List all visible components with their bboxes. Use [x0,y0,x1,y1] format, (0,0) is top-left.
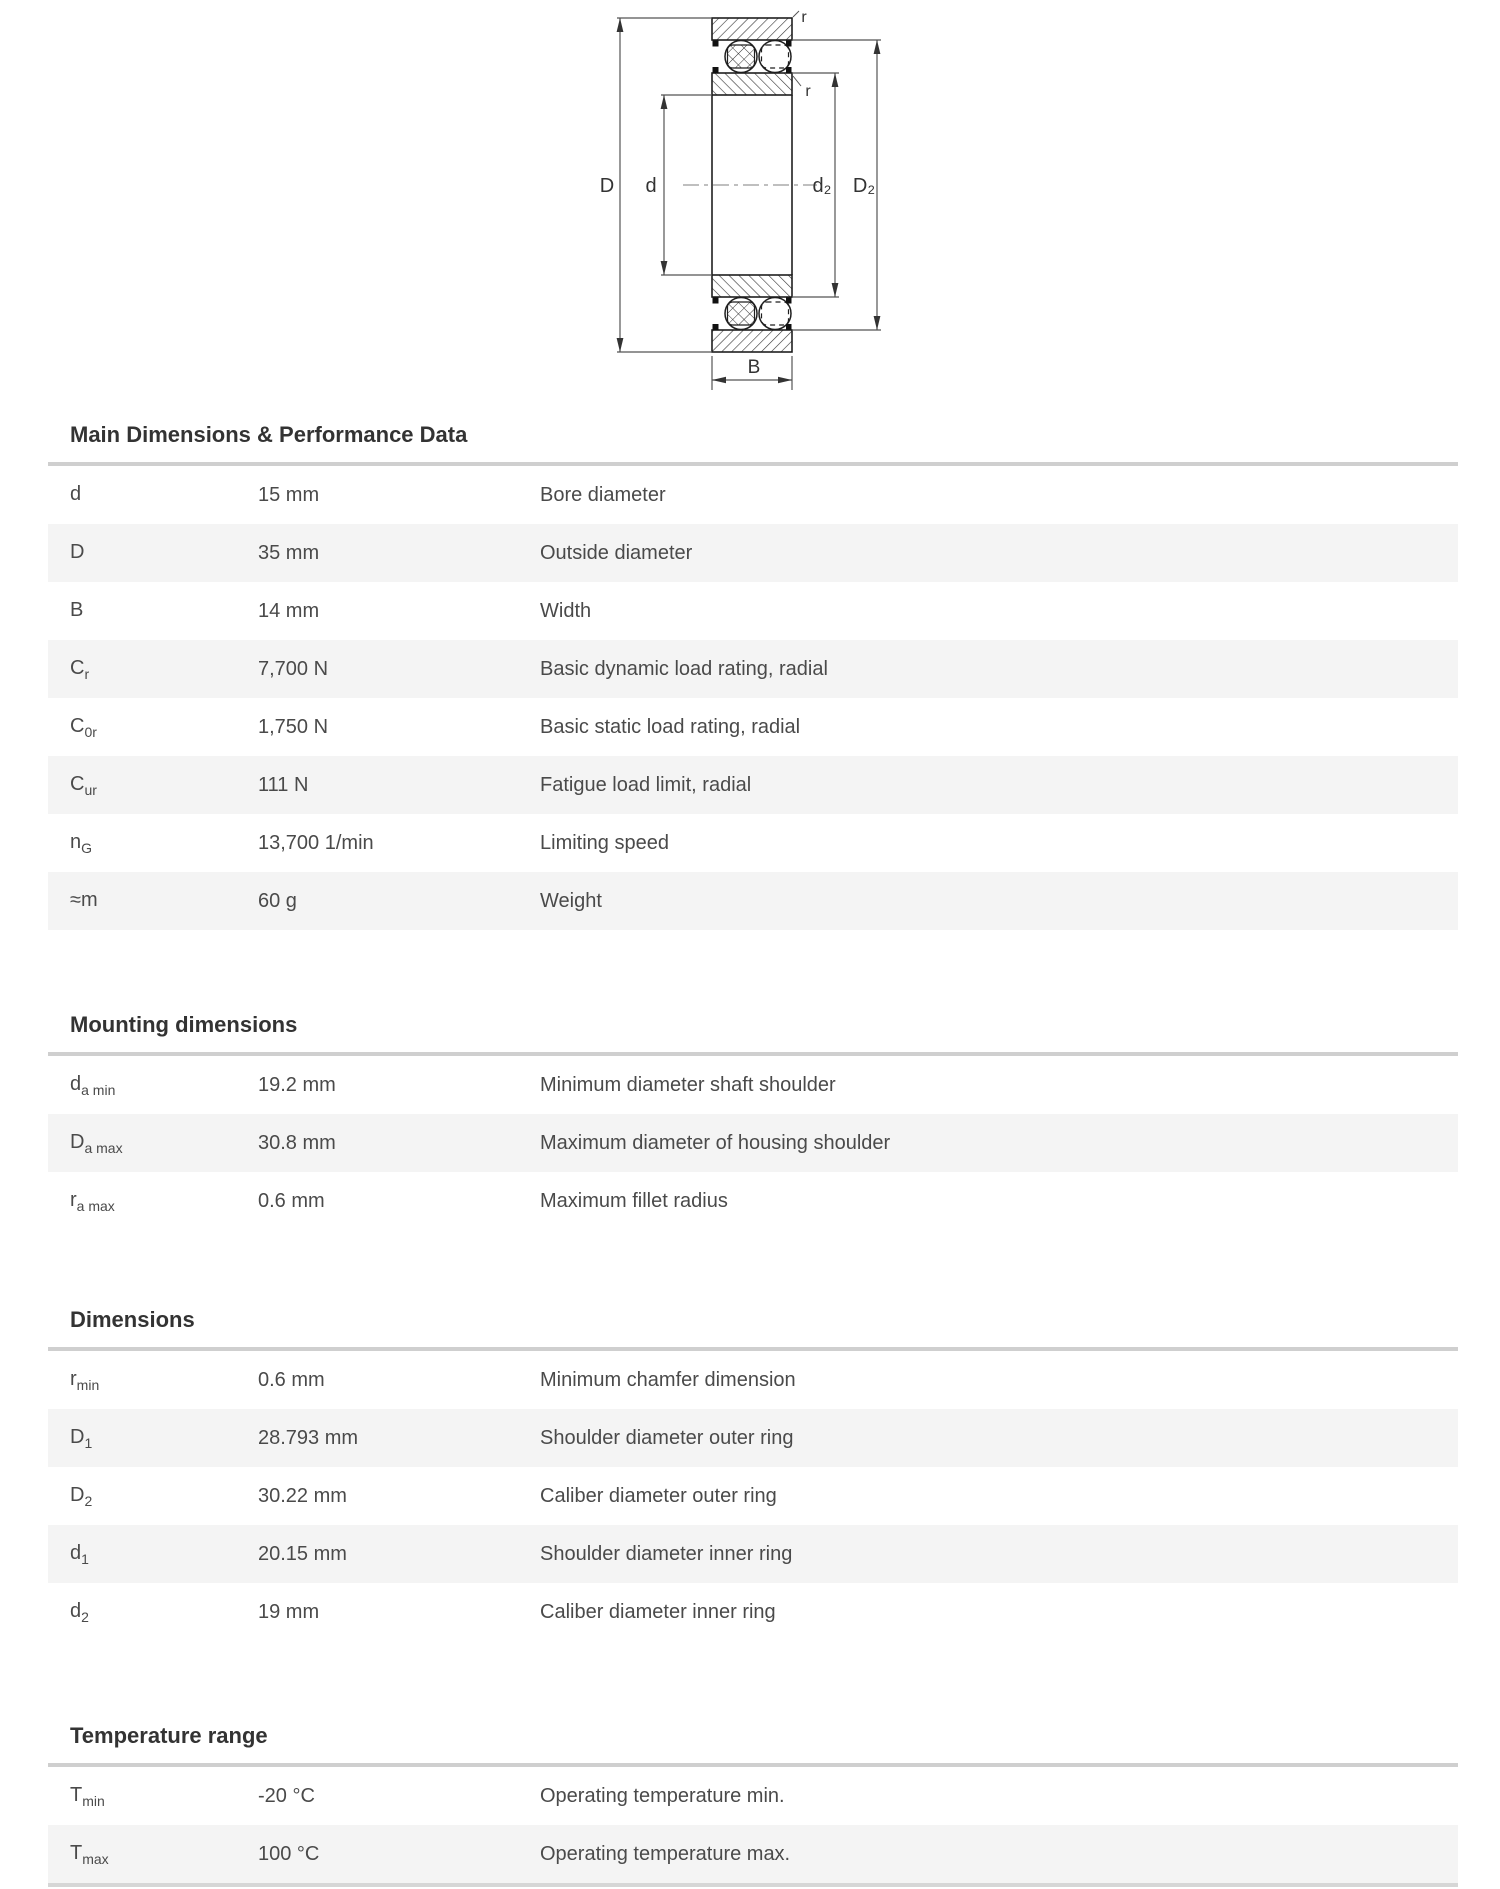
symbol-base: ≈m [70,888,98,911]
table-row [48,524,1458,582]
table-row [48,1525,1458,1583]
description-cell: Maximum diameter of housing shoulder [540,1131,891,1154]
symbol-subscript: 1 [84,1434,93,1451]
label-d: d [645,175,657,197]
table-row [48,872,1458,930]
symbol-base: D [70,540,85,563]
symbol-cell [70,1542,258,1567]
value-cell: 100 °C [258,1842,320,1865]
symbol-base: d [70,482,82,505]
symbol-base: D [70,1425,85,1448]
table-row [48,1056,1458,1114]
description-cell: Minimum chamfer dimension [540,1368,796,1391]
label-r-top: r [801,9,807,26]
symbol-cell [70,715,258,740]
value-cell: 28.793 mm [258,1426,359,1449]
value-cell: 30.22 mm [258,1484,347,1507]
symbol-cell [70,1842,258,1867]
value-cell: -20 °C [258,1784,315,1807]
table-row [48,466,1458,524]
symbol-cell [70,1368,258,1393]
value-cell: 1,750 N [258,715,329,738]
value-cell: 35 mm [258,541,320,564]
spec-section-temperature [48,1721,1458,1883]
spec-tables [48,0,1458,1887]
symbol-cell [70,657,258,682]
symbol-base: T [70,1841,83,1864]
label-D2: D₂ [852,175,876,197]
symbol-subscript: min [82,1792,105,1809]
symbol-base: r [70,1367,77,1390]
section-title: Temperature range [70,1723,268,1748]
label-B: B [747,357,761,378]
symbol-cell [70,1189,258,1214]
value-cell: 0.6 mm [258,1189,325,1212]
symbol-subscript: 2 [84,1492,93,1509]
bottom-divider [48,1883,1458,1887]
symbol-subscript: min [76,1376,100,1393]
description-cell: Weight [540,889,602,912]
description-cell: Operating temperature max. [540,1842,791,1865]
symbol-subscript: 1 [81,1550,89,1567]
symbol-cell [70,599,258,624]
symbol-cell [70,831,258,856]
value-cell: 19.2 mm [258,1073,336,1096]
symbol-cell [70,1600,258,1625]
section-title: Dimensions [70,1307,195,1332]
section-title: Mounting dimensions [70,1012,298,1037]
description-cell: Operating temperature min. [540,1784,785,1807]
table-row [48,1409,1458,1467]
table-row [48,1825,1458,1883]
description-cell: Width [540,599,592,622]
symbol-base: d [70,1541,82,1564]
value-cell: 111 N [258,773,309,796]
symbol-subscript: 2 [81,1608,89,1625]
table-row [48,698,1458,756]
symbol-subscript: 0r [84,723,97,740]
value-cell: 14 mm [258,599,320,622]
symbol-base: B [70,598,84,621]
description-cell: Fatigue load limit, radial [540,773,752,796]
symbol-subscript: a max [84,1139,123,1156]
symbol-cell [70,889,258,914]
symbol-cell [70,483,258,508]
label-r-side: r [805,83,811,100]
value-cell: 30.8 mm [258,1131,336,1154]
value-cell: 19 mm [258,1600,320,1623]
symbol-base: D [70,1483,85,1506]
table-row [48,1583,1458,1641]
spec-section-dimensions [48,1305,1458,1641]
symbol-base: D [70,1130,85,1153]
table-row [48,1114,1458,1172]
section-title: Main Dimensions & Performance Data [70,422,468,447]
symbol-base: T [70,1783,83,1806]
value-cell: 0.6 mm [258,1368,325,1391]
table-row [48,1351,1458,1409]
table-row [48,640,1458,698]
symbol-subscript: a max [76,1197,115,1214]
symbol-subscript: a min [81,1081,116,1098]
description-cell: Maximum fillet radius [540,1189,728,1212]
symbol-subscript: G [81,839,93,856]
symbol-base: d [70,1072,82,1095]
symbol-base: d [70,1599,82,1622]
symbol-cell [70,1073,258,1098]
symbol-cell [70,541,258,566]
value-cell: 60 g [258,889,297,912]
spec-section-main [48,420,1458,930]
symbol-base: n [70,830,82,853]
description-cell: Basic dynamic load rating, radial [540,657,828,680]
table-row [48,582,1458,640]
description-cell: Limiting speed [540,831,669,854]
table-row [48,1467,1458,1525]
description-cell: Outside diameter [540,541,693,564]
description-cell: Shoulder diameter inner ring [540,1542,793,1565]
symbol-cell [70,1484,258,1509]
table-row [48,814,1458,872]
description-cell: Minimum diameter shaft shoulder [540,1073,836,1096]
description-cell: Caliber diameter outer ring [540,1484,777,1507]
value-cell: 7,700 N [258,657,329,680]
value-cell: 13,700 1/min [258,831,374,854]
table-row [48,1172,1458,1230]
table-row [48,1767,1458,1825]
description-cell: Shoulder diameter outer ring [540,1426,794,1449]
description-cell: Bore diameter [540,483,666,506]
symbol-cell [70,1784,258,1809]
label-d2: d₂ [812,175,832,197]
symbol-cell [70,1131,258,1156]
symbol-subscript: ur [84,781,97,798]
symbol-base: r [70,1188,77,1211]
symbol-subscript: r [84,665,90,682]
symbol-cell [70,1426,258,1451]
description-cell: Basic static load rating, radial [540,715,801,738]
symbol-subscript: max [82,1850,109,1867]
spec-section-mounting [48,1010,1458,1230]
label-D: D [599,175,615,197]
table-row [48,756,1458,814]
symbol-base: C [70,656,85,679]
symbol-base: C [70,714,85,737]
symbol-base: C [70,772,85,795]
value-cell: 15 mm [258,483,320,506]
symbol-cell [70,773,258,798]
description-cell: Caliber diameter inner ring [540,1600,776,1623]
value-cell: 20.15 mm [258,1542,347,1565]
